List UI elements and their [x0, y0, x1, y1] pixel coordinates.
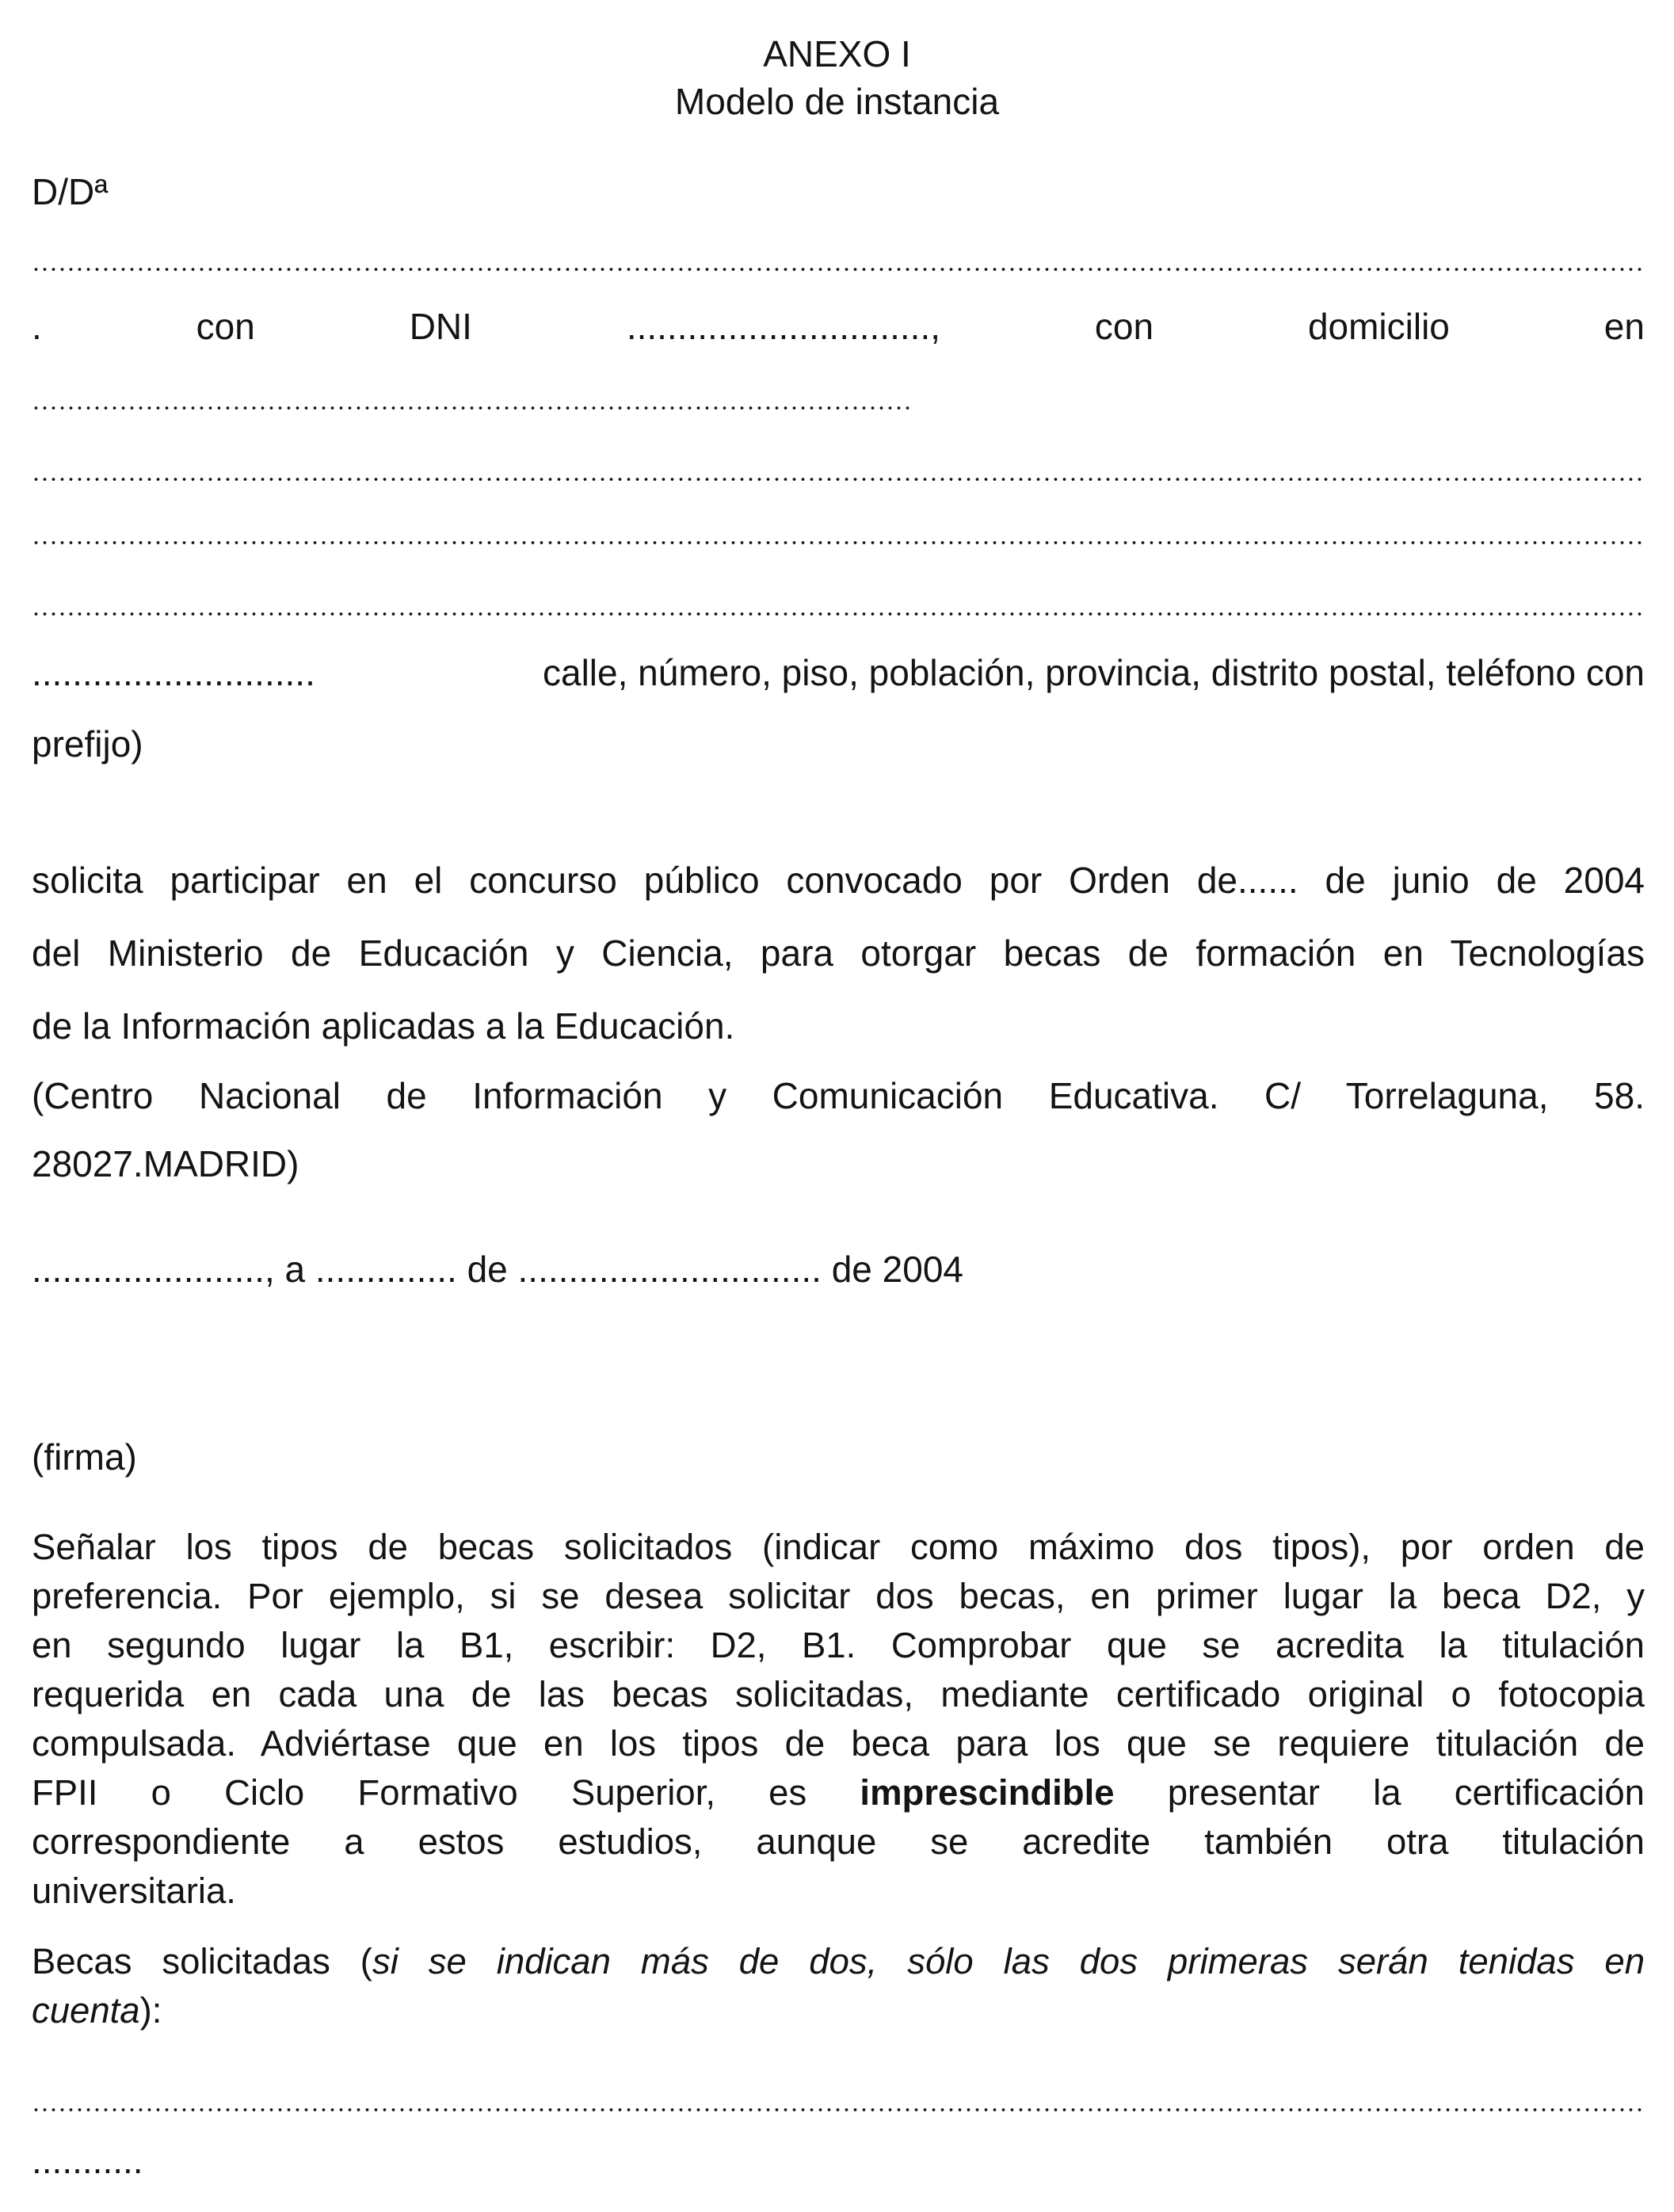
dni-row-con: con	[196, 306, 255, 347]
becas-line	[32, 1937, 1645, 1986]
centre-address	[32, 1062, 1645, 1198]
address-fill-line-3[interactable]	[32, 539, 1645, 547]
instructions-line: preferencia. Por ejemplo, si se desea solicitar dos becas, en primer lugar la beca D2, y	[32, 1576, 1645, 1616]
dni-row	[32, 305, 1645, 348]
becas-note: si se indican más de dos, sólo las dos primeras serán tenidas en	[372, 1941, 1645, 1981]
annex-title: ANEXO I	[763, 33, 911, 74]
address-hint-row	[32, 651, 1645, 694]
becas-paragraph	[32, 1937, 1645, 2035]
becas-close: ):	[139, 1990, 162, 2031]
becas-note-end: cuenta	[32, 1990, 140, 2031]
annex-subtitle: Modelo de instancia	[674, 81, 1000, 122]
instructions-line: compulsada. Adviértase que en los tipos de beca para los que se requiere titulación de	[32, 1723, 1645, 1764]
request-line: de la Información aplicadas a la Educación.	[32, 1005, 735, 1047]
instructions-line: requerida en cada una de las becas solicitadas, mediante certificado original o fotocopia	[32, 1674, 1645, 1714]
instructions-line	[32, 1768, 1645, 1817]
dni-row-label: DNI	[409, 306, 472, 347]
instructions-line: correspondiente a estos estudios, aunque se acredite también otra titulación	[32, 1821, 1645, 1862]
request-paragraph	[32, 844, 1645, 1062]
becas-fill-line[interactable]	[32, 2106, 1645, 2114]
dni-fill[interactable]: ..............................,	[626, 306, 941, 347]
instructions-text: FPII o Ciclo Formativo Superior, es	[32, 1772, 807, 1813]
date-line[interactable]: ......................., a .............. de .............................. de 2004	[32, 1249, 963, 1290]
instructions-line: en segundo lugar la B1, escribir: D2, B1. Comprobar que se acredita la titulación	[32, 1625, 1645, 1665]
address-fill-line-1[interactable]	[32, 404, 911, 412]
instructions-paragraph	[32, 1523, 1645, 1916]
address-hint-text: calle, número, piso, población, provincia, distrito postal, teléfono con	[542, 652, 1645, 693]
name-fill-line[interactable]	[32, 265, 1645, 273]
address-hint-fill[interactable]: ............................	[32, 652, 315, 693]
address-hint-end: prefijo)	[32, 723, 143, 765]
dni-row-dot: .	[32, 306, 42, 347]
becas-line	[32, 1986, 1645, 2035]
becas-label: Becas solicitadas (	[32, 1941, 372, 1981]
dni-row-con2: con	[1094, 306, 1154, 347]
request-line: del Ministerio de Educación y Ciencia, para otorgar becas de formación en Tecnologías	[32, 932, 1645, 974]
dd-label: D/Dª	[32, 171, 109, 212]
dni-row-en: en	[1603, 306, 1645, 347]
request-line: solicita participar en el concurso público convocado por Orden de...... de junio de 2004	[32, 860, 1645, 901]
centre-address-line: 28027.MADRID)	[32, 1143, 299, 1184]
instructions-text: presentar la certificación	[1167, 1772, 1645, 1813]
address-fill-line-2[interactable]	[32, 475, 1645, 483]
signature-label: (firma)	[32, 1436, 137, 1478]
emphasis-imprescindible: imprescindible	[860, 1772, 1115, 1813]
centre-address-line: (Centro Nacional de Información y Comunicación Educativa. C/ Torrelaguna, 58.	[32, 1075, 1645, 1116]
dni-row-domicilio: domicilio	[1307, 306, 1450, 347]
instructions-line: universitaria.	[32, 1871, 236, 1911]
becas-fill-short[interactable]: ...........	[32, 2140, 143, 2181]
instructions-line: Señalar los tipos de becas solicitados (indicar como máximo dos tipos), por orden de	[32, 1527, 1645, 1567]
address-fill-line-4[interactable]	[32, 610, 1645, 618]
